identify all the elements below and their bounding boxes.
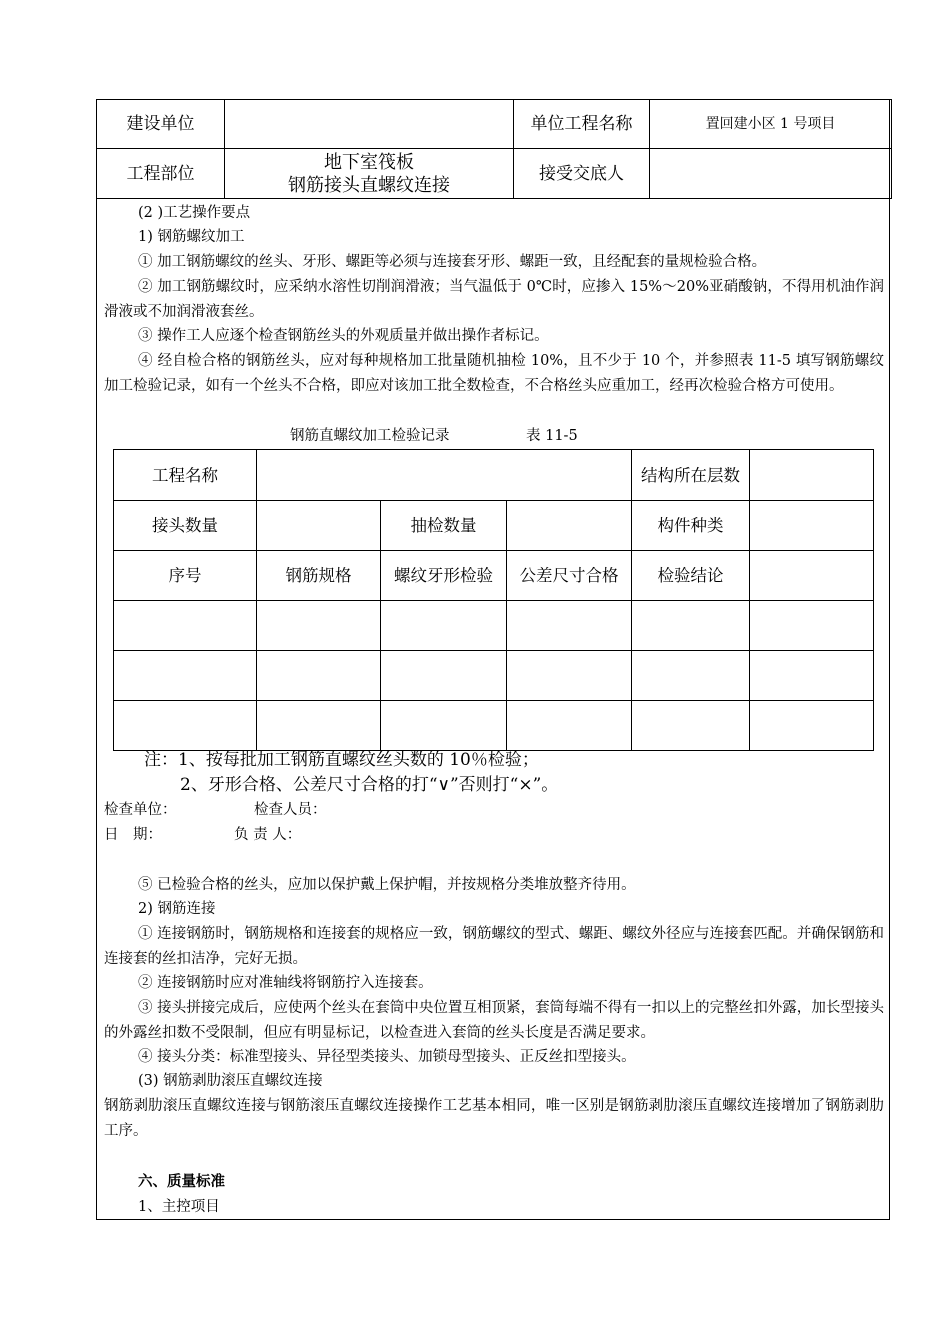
- note-1: 注：1、按每批加工钢筋直螺纹丝头数的 10％检验；: [144, 750, 539, 770]
- label-joint-count: 接头数量: [114, 501, 257, 551]
- date-label: 日 期：: [104, 827, 162, 843]
- subheading-main-items: 1、主控项目: [138, 1199, 220, 1215]
- note-2: 2、牙形合格、公差尺寸合格的打“∨”否则打“×”。: [180, 775, 559, 795]
- paragraph-10: 钢筋剥肋滚压直螺纹连接与钢筋滚压直螺纹连接操作工艺基本相同，唯一区别是钢筋剥肋滚压直螺纹连接增加了钢筋剥肋工序。: [104, 1098, 884, 1139]
- value-joint-count: [257, 501, 381, 551]
- label-unit-project-name: 单位工程名称: [514, 100, 650, 149]
- label-structure-floor: 结构所在层数: [632, 450, 750, 501]
- header-table: [96, 99, 892, 199]
- table-caption: 钢筋直螺纹加工检验记录: [290, 428, 450, 444]
- value-structure-floor: [750, 450, 874, 501]
- inspector-label: 检查人员：: [254, 802, 327, 818]
- column-header-blank: [750, 551, 874, 601]
- inspect-unit-label: 检查单位：: [104, 802, 177, 818]
- column-header-tolerance: 公差尺寸合格: [507, 551, 632, 601]
- subheading-rebar-connection: 2) 钢筋连接: [138, 901, 216, 917]
- column-header-conclusion: 检验结论: [632, 551, 750, 601]
- column-header-serial: 序号: [114, 551, 257, 601]
- subheading-rolling-thread: (3) 钢筋剥肋滚压直螺纹连接: [138, 1073, 323, 1089]
- inspection-table: [113, 449, 874, 751]
- value-sample-count: [507, 501, 632, 551]
- subheading-thread-processing: 1) 钢筋螺纹加工: [138, 229, 245, 245]
- paragraph-4: ④ 经自检合格的钢筋丝头，应对每种规格加工批量随机抽检 10%，且不少于 10 个，并参照表 11-5 填写钢筋螺纹加工检验记录，如有一个丝头不合格，即应对该加工批全数检查，不合格丝头应重加工，经再次检验合格方可使用。: [104, 353, 884, 394]
- section-title: (2 )工艺操作要点: [138, 205, 251, 221]
- paragraph-1: ① 加工钢筋螺纹的丝头、牙形、螺距等必须与连接套牙形、螺距一致，且经配套的量规检验合格。: [138, 254, 767, 270]
- responsible-label: 负 责 人：: [234, 827, 302, 843]
- column-header-rebar-spec: 钢筋规格: [257, 551, 381, 601]
- label-sample-count: 抽检数量: [381, 501, 507, 551]
- table-row: [114, 651, 874, 701]
- label-project-name: 工程名称: [114, 450, 257, 501]
- paragraph-3: ③ 操作工人应逐个检查钢筋丝头的外观质量并做出操作者标记。: [138, 328, 549, 344]
- value-project-part: [225, 149, 514, 199]
- label-component-type: 构件种类: [632, 501, 750, 551]
- section-quality-standard: 六、质量标准: [138, 1173, 225, 1190]
- table-row: [114, 701, 874, 751]
- paragraph-8: ③ 接头拼接完成后，应使两个丝头在套筒中央位置互相顶紧，套筒每端不得有一扣以上的完整丝扣外露，加长型接头的外露丝扣数不受限制，但应有明显标记，以检查进入套筒的丝头长度是否满足要求。: [104, 1000, 884, 1041]
- value-component-type: [750, 501, 874, 551]
- value-receiver: [650, 149, 892, 199]
- paragraph-2: ② 加工钢筋螺纹时，应采纳水溶性切削润滑液；当气温低于 0℃时，应掺入 15%～20%亚硝酸钠，不得用机油作润滑液或不加润滑液套丝。: [104, 279, 884, 320]
- column-header-thread-check: 螺纹牙形检验: [381, 551, 507, 601]
- project-part-line2: 钢筋接头直螺纹连接: [288, 174, 450, 196]
- paragraph-5: ⑤ 已检验合格的丝头，应加以保护戴上保护帽，并按规格分类堆放整齐待用。: [138, 877, 636, 893]
- table-number: 表 11-5: [526, 428, 578, 444]
- table-row: [114, 601, 874, 651]
- paragraph-9: ④ 接头分类：标准型接头、异径型类接头、加锁母型接头、正反丝扣型接头。: [138, 1049, 636, 1065]
- label-construction-unit: 建设单位: [97, 100, 225, 149]
- paragraph-7: ② 连接钢筋时应对准轴线将钢筋拧入连接套。: [138, 975, 433, 991]
- label-receiver: 接受交底人: [514, 149, 650, 199]
- project-part-line1: 地下室筏板: [324, 151, 414, 173]
- label-project-part: 工程部位: [97, 149, 225, 199]
- value-project-name: [257, 450, 632, 501]
- value-unit-project-name: 置回建小区 1 号项目: [650, 100, 892, 149]
- value-construction-unit: [225, 100, 514, 149]
- paragraph-6: ① 连接钢筋时，钢筋规格和连接套的规格应一致，钢筋螺纹的型式、螺距、螺纹外径应与连接套匹配。并确保钢筋和连接套的丝扣洁净，完好无损。: [104, 926, 884, 967]
